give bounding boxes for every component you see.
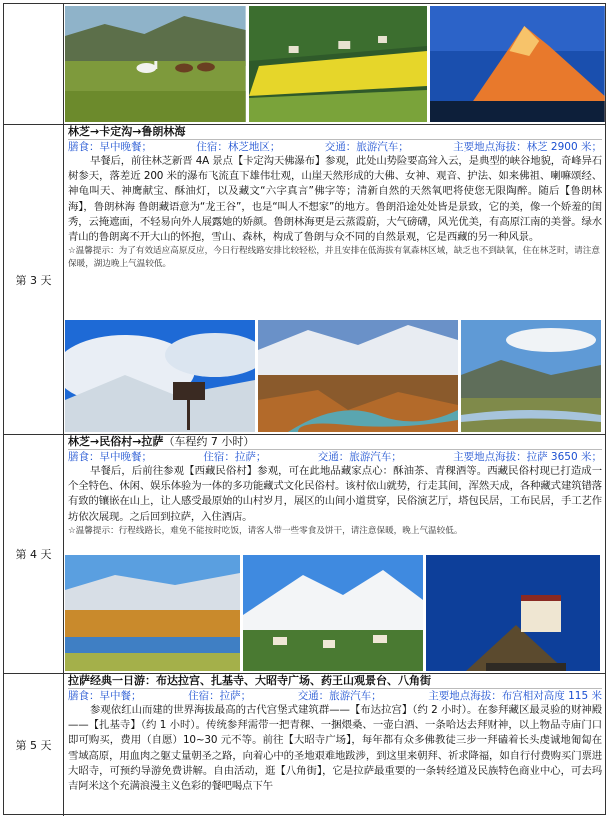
route-name: 林芝→民俗村→拉萨 (68, 435, 164, 448)
day-content-4 (65, 435, 605, 673)
day-content-3 (65, 125, 605, 434)
route-duration: （车程约 7 小时） (163, 435, 255, 448)
photo-rapeseed-village (249, 6, 428, 122)
warm-tip: ☆温馨提示：为了有效适应高原反应，今日行程线路安排比较轻松，并且安排在低海拔有氧森林区域，缺乏也不到缺氧，住在林芝时，请注意保暖，湖边晚上气温较低。 (68, 246, 600, 269)
meals-info: 膳食：早中餐； (68, 690, 142, 702)
altitude-info: 主要地点海拔：布宫相对高度 115 米 (428, 690, 602, 702)
info-line (68, 139, 602, 154)
info-line (68, 449, 602, 464)
meals-info: 膳食：早中晚餐； (68, 141, 152, 153)
photo-snow-peak-sign (65, 320, 255, 432)
photo-horses-grassland (65, 6, 246, 122)
description-paragraph: 参观依红山而建的世界海拔最高的古代宫堡式建筑群——【布达拉宫】（约 2 小时）。在参拜藏区最灵验的财神殿——【扎基寺】（约 1 小时）。传统参拜需带一把青稞、一捆煨桑、一壶白酒、一条哈达去拜财神，以上物品寺庙门口即可购买，费用（自愿）10~30 元不等。前往【大昭寺广场】，每年都有众多佛教徒三步一拜磕着长头虔诚地匍匐在雪域高原，用血肉之躯丈量朝圣之路，向着心中的圣地艰难地跋涉，到这里来朝拜、祈求降福，如自行付费购买门票进大昭寺，可预约导游免费讲解。自由活动，逛【八角街】，它是拉萨最重要的一条转经道及民族特色商业中心，可去玛吉阿米这个充满浪漫主义色彩的餐吧喝点下午 (68, 704, 602, 793)
transport-info: 交通：旅游汽车； (324, 141, 409, 153)
day-label-cell (4, 674, 64, 816)
description-paragraph: 早餐后，前往林芝新晋 4A 景点【卡定沟天佛瀑布】参观，此处山势险要高耸入云，是典型的峡谷地貌，奇峰异石树参天，落差近 200 米的瀑布飞流直下雄伟壮观，山崖天然形成的大佛、女神、观音、护法、如来佛祖、喇嘛颂经、神龟叫天、神鹰献宝、酥油灯，以及藏文“六字真言”佛字等；清新自然的天然氧吧将使您无限陶醉。随后【鲁朗林海】，鲁朗林海 鲁朗藏语意为“龙王谷”，也是“叫人不想家”的地方。鲁朗沿途处处皆是景致，它的美，像一个娇羞的闺秀，云掩遮面，不轻易向外人展露她的娇颜。鲁朗林海更是云蒸霞蔚，大气磅礴，风光优美，有高原江南的美誉。绿水青山的鲁朗离不开大山的怀抱，雪山、森林，构成了鲁朗与众不同的自然景观，它是西藏的另一种风景。 (68, 155, 602, 244)
top-photo-content (65, 4, 605, 124)
route-title: 拉萨经典一日游：布达拉宫、扎基寺、大昭寺广场、药王山观景台、八角街 (68, 674, 431, 687)
photo-strip (65, 6, 605, 122)
route-title (68, 435, 602, 449)
meals-info: 膳食：早中晚餐； (68, 451, 152, 463)
route-title: 林芝→卡定沟→鲁朗林海 (68, 125, 186, 138)
day-content-5 (65, 674, 605, 816)
itinerary-table (3, 3, 606, 815)
day-label-cell (4, 435, 64, 673)
day-label: 第 3 天 (15, 273, 52, 287)
day-label: 第 5 天 (15, 739, 52, 752)
day-row-5 (4, 674, 605, 816)
altitude-info: 主要地点海拔：拉萨 3650 米； (453, 451, 602, 463)
photo-autumn-lake (65, 555, 240, 671)
day-row-3 (4, 125, 605, 435)
day-label: 第 4 天 (15, 548, 52, 561)
lodging-info: 住宿：拉萨； (188, 690, 252, 702)
photo-strip (65, 320, 605, 432)
day-label-cell (4, 125, 64, 434)
warm-tip: ☆温馨提示：行程线路长，难免不能按时吃饭，请客人带一些零食及饼干，请注意保暖，晚上气温较低。 (68, 525, 463, 536)
day-row-4 (4, 435, 605, 674)
photo-sunset-peak (430, 6, 605, 122)
top-photo-row (4, 4, 605, 125)
altitude-info: 主要地点海拔：林芝 2900 米； (453, 141, 602, 153)
info-line (68, 688, 602, 703)
transport-info: 交通：旅游汽车； (297, 690, 382, 702)
photo-mountain-river (461, 320, 601, 432)
description-paragraph: 早餐后，后前往参观【西藏民俗村】参观，可在此地品藏家点心：酥油茶、青稞酒等。西藏民俗村现已打造成一个全特色、休闲、娱乐体验为一体的多功能藏式文化民俗村。该村依山就势，行走其间，浑然天成，各种藏式建筑错落有致的镶嵌在山上，让人感受最原始的山村岁月，展区的山间小道贯穿，民俗演艺厅，塔包民居，工布民居，手工艺作坊依次展现。之后回到拉萨，入住酒店。 (68, 465, 602, 523)
transport-info: 交通：旅游汽车； (317, 451, 402, 463)
photo-river-valley (258, 320, 458, 432)
photo-strip (65, 555, 605, 671)
photo-hill-monastery (426, 555, 600, 671)
photo-snow-mountain-village (243, 555, 423, 671)
empty-day-cell (4, 4, 64, 124)
lodging-info: 住宿：拉萨； (203, 451, 267, 463)
lodging-info: 住宿：林芝地区； (196, 141, 281, 153)
